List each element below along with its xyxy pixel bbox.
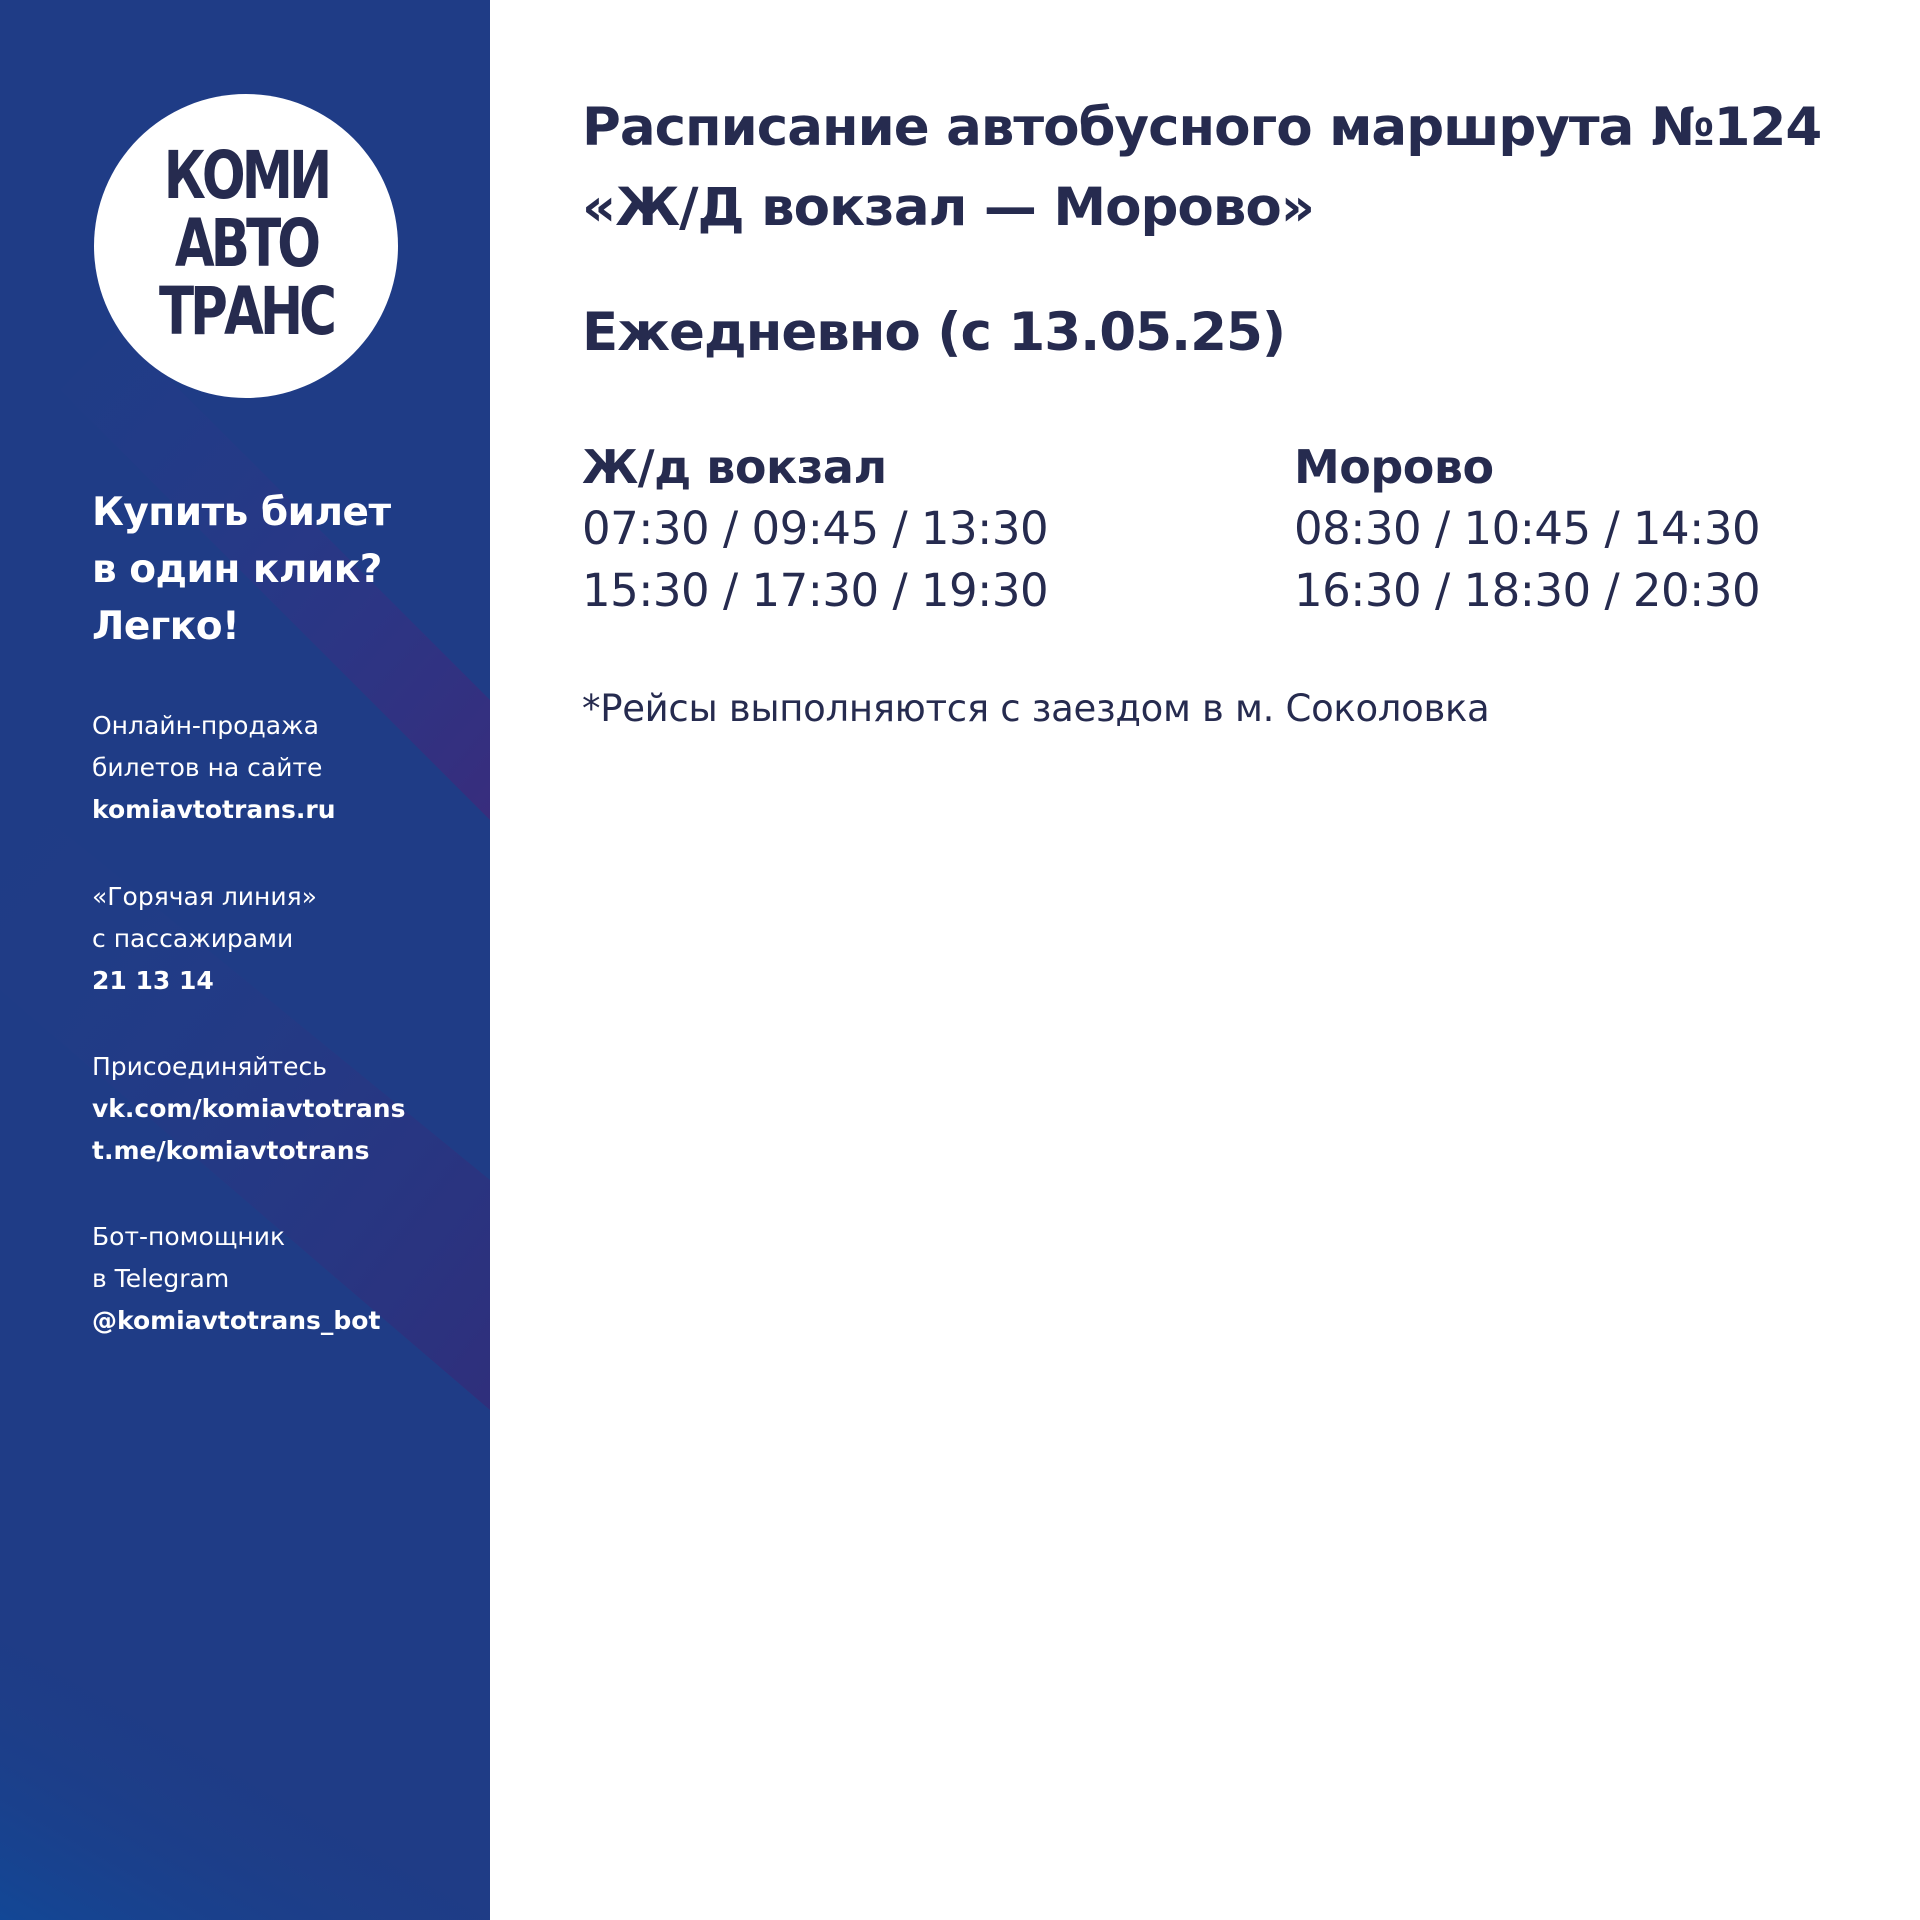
company-logo xyxy=(94,94,398,398)
logo-line-2: АВТО xyxy=(174,205,318,282)
times-row: 15:30 / 17:30 / 19:30 xyxy=(582,564,1049,617)
sidebar xyxy=(0,0,490,1920)
promo-line-3: Легко! xyxy=(92,604,240,649)
social-line-1: Присоединяйтесь xyxy=(92,1052,327,1081)
logo-line-1: КОМИ xyxy=(163,137,329,214)
hotline-block xyxy=(92,876,482,1002)
promo-heading xyxy=(92,484,472,655)
title-line-2: «Ж/Д вокзал — Морово» xyxy=(582,177,1315,238)
bot-line-2: в Telegram xyxy=(92,1264,230,1293)
vk-link[interactable]: vk.com/komiavtotrans xyxy=(92,1094,406,1123)
bot-block xyxy=(92,1216,482,1342)
column-header-station: Ж/д вокзал xyxy=(582,440,887,494)
logo-line-3: ТРАНС xyxy=(158,273,334,350)
hotline-line-2: с пассажирами xyxy=(92,924,294,953)
schedule-validity: Ежедневно (с 13.05.25) xyxy=(582,302,1286,363)
times-row: 07:30 / 09:45 / 13:30 xyxy=(582,502,1049,555)
online-sales-line-1: Онлайн-продажа xyxy=(92,711,319,740)
page-title xyxy=(582,88,1882,248)
promo-line-2: в один клик? xyxy=(92,547,382,592)
column-header-morovo: Морово xyxy=(1294,440,1494,494)
social-block xyxy=(92,1046,482,1172)
promo-line-1: Купить билет xyxy=(92,490,391,535)
times-row: 16:30 / 18:30 / 20:30 xyxy=(1294,564,1761,617)
website-link[interactable]: komiavtotrans.ru xyxy=(92,795,336,824)
times-row: 08:30 / 10:45 / 14:30 xyxy=(1294,502,1761,555)
departure-column-station xyxy=(582,436,1048,622)
online-sales-block xyxy=(92,705,482,831)
footnote: *Рейсы выполняются с заездом в м. Соколовка xyxy=(582,687,1490,730)
title-line-1: Расписание автобусного маршрута №124 xyxy=(582,97,1822,158)
logo-wordmark xyxy=(127,137,364,350)
online-sales-line-2: билетов на сайте xyxy=(92,753,323,782)
departure-column-morovo xyxy=(1294,436,1760,622)
telegram-link[interactable]: t.me/komiavtotrans xyxy=(92,1136,370,1165)
hotline-line-1: «Горячая линия» xyxy=(92,882,317,911)
hotline-phone[interactable]: 21 13 14 xyxy=(92,966,214,995)
bot-line-1: Бот-помощник xyxy=(92,1222,286,1251)
bot-handle-link[interactable]: @komiavtotrans_bot xyxy=(92,1306,381,1335)
